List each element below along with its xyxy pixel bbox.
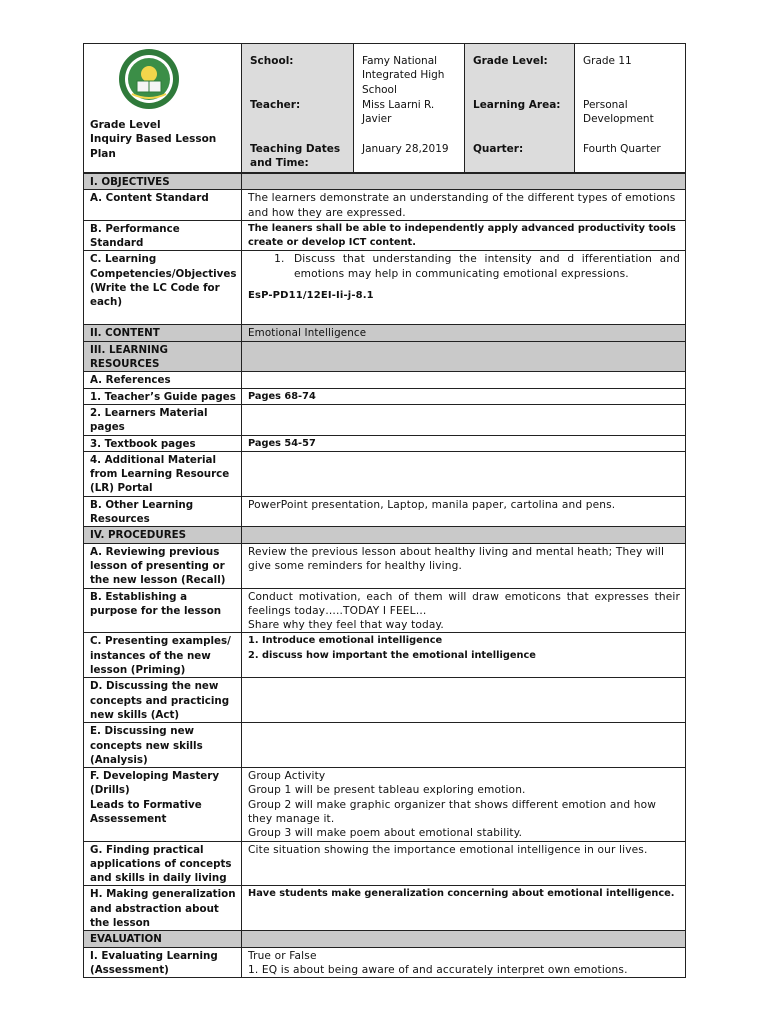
procedure-d-label: D. Discussing the new concepts and practicing new skills (Act) (84, 678, 242, 723)
dates-label: Teaching Dates and Time: (250, 143, 341, 170)
procedure-b-cell (242, 588, 686, 633)
procedure-g-label: G. Finding practical applications of concepts and skills in daily living (84, 841, 242, 886)
table-row (84, 723, 686, 768)
quarter-value: Fourth Quarter (583, 143, 661, 155)
table-row (84, 388, 686, 404)
evaluation-i-text-2: 1. EQ is about being aware of and accurately interpret own emotions. (248, 963, 628, 976)
section-row (84, 931, 686, 947)
procedure-f-label-1: F. Developing Mastery (Drills) (90, 770, 220, 797)
header-values-right (575, 44, 686, 173)
grade-label: Grade Level: (473, 55, 548, 67)
table-row (84, 435, 686, 451)
section-row (84, 174, 686, 190)
section-evaluation: EVALUATION (84, 931, 242, 947)
procedure-a-label: A. Reviewing previous lesson of presenting or the new lesson (Recall) (84, 543, 242, 588)
quarter-label: Quarter: (473, 143, 524, 155)
teachers-guide-value: Pages 68-74 (242, 388, 686, 404)
section-row (84, 341, 686, 372)
school-logo-cell (84, 44, 242, 173)
plan-title-line-2: Inquiry Based Lesson (90, 133, 217, 146)
school-value: Famy National Integrated High School (362, 55, 445, 96)
procedure-f-label-2: Leads to Formative Assessement (90, 798, 202, 825)
procedure-c-item-1: 1. Introduce emotional intelligence (248, 635, 443, 647)
school-seal-icon (118, 48, 180, 110)
other-resources-value: PowerPoint presentation, Laptop, manila paper, cartolina and pens. (242, 496, 686, 527)
procedure-a-value: Review the previous lesson about healthy living and mental heath; They will give some reminders for healthy living. (242, 543, 686, 588)
procedure-f-cell (84, 768, 242, 841)
grade-value: Grade 11 (583, 55, 632, 67)
performance-standard-value: The leaners shall be able to independently apply advanced productivity tools create or develop ICT content. (242, 220, 686, 251)
area-value: Personal Development (583, 99, 654, 126)
plan-title-line-1: Grade Level (90, 119, 161, 131)
header-values-left (354, 44, 465, 173)
competencies-list (248, 252, 680, 281)
table-row (84, 251, 686, 325)
procedure-f-text-4: Group 3 will make poem about emotional stability. (248, 827, 523, 840)
textbook-label: 3. Textbook pages (84, 435, 242, 451)
teacher-label: Teacher: (250, 99, 301, 111)
teachers-guide-label: 1. Teacher’s Guide pages (84, 388, 242, 404)
procedure-f-text-3: Group 2 will make graphic organizer that shows different emotion and how they manage it. (248, 798, 657, 825)
table-row (84, 372, 686, 388)
header-labels-left (242, 44, 354, 173)
lesson-plan-document (83, 43, 685, 978)
section-row (84, 527, 686, 543)
competencies-label: C. Learning Competencies/Objectives (Write the LC Code for each) (84, 251, 242, 325)
learners-material-label: 2. Learners Material pages (84, 404, 242, 435)
lesson-plan-body (83, 173, 686, 978)
section-objectives: I. OBJECTIVES (84, 174, 242, 190)
references-label: A. References (84, 372, 242, 388)
table-row (84, 947, 686, 978)
teacher-value: Miss Laarni R. Javier (362, 99, 435, 126)
additional-material-label: 4. Additional Material from Learning Resource (LR) Portal (84, 451, 242, 496)
procedure-g-value: Cite situation showing the importance emotional intelligence in our lives. (242, 841, 686, 886)
section-resources: III. LEARNING RESOURCES (84, 341, 242, 372)
header-labels-right (465, 44, 575, 173)
section-procedures: IV. PROCEDURES (84, 527, 242, 543)
dates-value: January 28,2019 (362, 143, 449, 155)
section-content: II. CONTENT (84, 325, 242, 341)
procedure-c-cell (242, 633, 686, 678)
procedure-h-label: H. Making generalization and abstraction about the lesson (84, 886, 242, 931)
procedure-b-text-2: Share why they feel that way today. (248, 619, 444, 632)
table-row (84, 220, 686, 251)
procedure-f-text-2: Group 1 will be present tableau exploring emotion. (248, 784, 526, 797)
evaluation-i-text-1: True or False (248, 949, 317, 962)
competencies-cell (242, 251, 686, 325)
table-row (84, 768, 686, 841)
procedure-h-value: Have students make generalization concerning about emotional intelligence. (242, 886, 686, 931)
procedure-b-text-1: Conduct motivation, each of them will draw emoticons that expresses their feelings today…..TODAY I FEEL… (248, 590, 680, 617)
area-label: Learning Area: (473, 99, 561, 111)
table-row (84, 678, 686, 723)
content-standard-label: A. Content Standard (84, 190, 242, 221)
section-row (84, 325, 686, 341)
table-row (84, 543, 686, 588)
performance-standard-label: B. Performance Standard (84, 220, 242, 251)
procedure-b-label: B. Establishing a purpose for the lesson (84, 588, 242, 633)
table-row (84, 841, 686, 886)
content-standard-value: The learners demonstrate an understanding of the different types of emotions and how they are expressed. (242, 190, 686, 221)
table-row (84, 633, 686, 678)
other-resources-label: B. Other Learning Resources (84, 496, 242, 527)
table-row (84, 190, 686, 221)
textbook-value: Pages 54-57 (242, 435, 686, 451)
evaluation-i-cell (242, 947, 686, 978)
table-row (84, 451, 686, 496)
lc-code: EsP-PD11/12EI-Ii-j-8.1 (248, 290, 374, 302)
procedure-c-item-2: 2. discuss how important the emotional intelligence (248, 649, 536, 661)
table-row (84, 588, 686, 633)
table-row (84, 886, 686, 931)
table-row (84, 404, 686, 435)
lesson-plan-header (83, 43, 686, 173)
procedure-f-text-1: Group Activity (248, 770, 326, 783)
procedure-e-label: E. Discussing new concepts new skills (Analysis) (84, 723, 242, 768)
procedure-f-value-cell (242, 768, 686, 841)
plan-title-line-3: Plan (90, 147, 116, 160)
procedure-c-label: C. Presenting examples/ instances of the new lesson (Priming) (84, 633, 242, 678)
table-row (84, 496, 686, 527)
list-item: 1. Discuss that understanding the intensity and d ifferentiation and emotions may help in communicating emotional expressions. (288, 252, 680, 281)
content-value: Emotional Intelligence (242, 325, 686, 341)
evaluation-i-label: I. Evaluating Learning (Assessment) (84, 947, 242, 978)
school-label: School: (250, 55, 294, 67)
